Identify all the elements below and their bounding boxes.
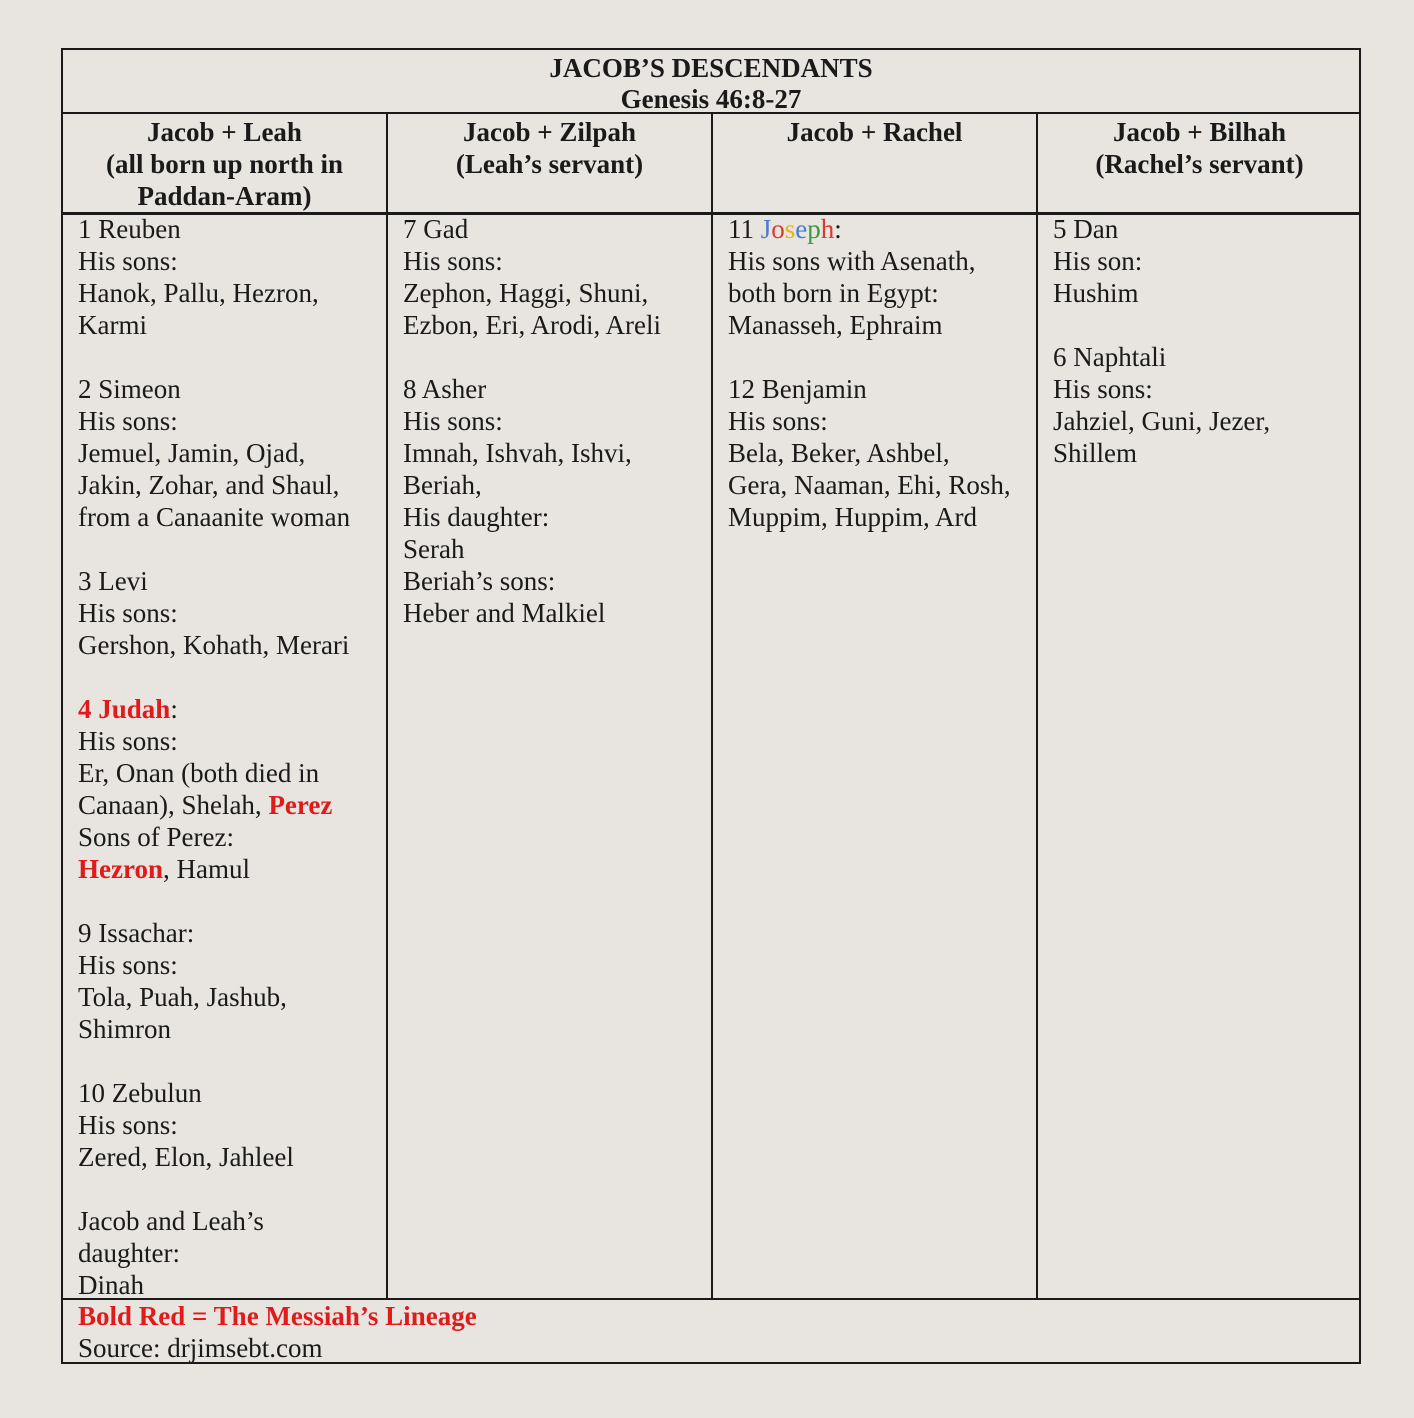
entry-line: Sons of Perez: (78, 822, 234, 852)
entry-line: Jemuel, Jamin, Ojad, (78, 438, 306, 468)
entry-line: Jahziel, Guni, Jezer, (1053, 406, 1271, 436)
entry-line: His sons with Asenath, (728, 246, 976, 276)
joseph-letter: p (807, 214, 821, 244)
header-line: Paddan-Aram) (137, 181, 312, 211)
entry-line: Gershon, Kohath, Merari (78, 630, 350, 660)
entry-line: His son: (1053, 246, 1143, 276)
entry-line: Beriah’s sons: (403, 566, 556, 596)
entry-reuben (78, 213, 386, 341)
entry-dinah (78, 1205, 386, 1301)
entry-line: Bela, Beker, Ashbel, (728, 438, 950, 468)
entry-line: His sons: (403, 406, 503, 436)
entry-line: 3 Levi (78, 566, 148, 596)
joseph-letter: e (795, 214, 808, 244)
joseph-name (761, 214, 842, 244)
entry-line: 5 Dan (1053, 214, 1119, 244)
entry-line: Ezbon, Eri, Arodi, Areli (403, 310, 661, 340)
entry-dan (1053, 213, 1361, 309)
title-reference: Genesis 46:8-27 (620, 84, 802, 114)
entry-line: Gera, Naaman, Ehi, Rosh, (728, 470, 1011, 500)
judah-colon: : (170, 694, 178, 724)
entry-line: His sons: (78, 406, 178, 436)
entry-line: Zephon, Haggi, Shuni, (403, 278, 649, 308)
entry-line: 1 Reuben (78, 214, 181, 244)
joseph-letter: o (771, 214, 785, 244)
entry-gad (403, 213, 711, 341)
judah-sons-text: Canaan), Shelah, (78, 790, 262, 820)
table-body (63, 212, 1359, 1300)
entry-line: 7 Gad (403, 214, 469, 244)
column-rachel (711, 212, 1036, 1298)
entry-levi (78, 565, 386, 661)
entry-issachar (78, 917, 386, 1045)
entry-line: His sons: (78, 950, 178, 980)
entry-line (728, 213, 1036, 245)
header-bilhah (1036, 114, 1361, 212)
entry-line: Heber and Malkiel (403, 598, 606, 628)
entry-line: Jakin, Zohar, and Shaul, (78, 470, 340, 500)
entry-line: Beriah, (403, 470, 482, 500)
column-headers (63, 114, 1359, 215)
entry-zebulun (78, 1077, 386, 1173)
entry-benjamin (728, 373, 1036, 533)
entry-line: Manasseh, Ephraim (728, 310, 943, 340)
entry-line (78, 853, 386, 885)
entry-line: Serah (403, 534, 465, 564)
entry-line: Shillem (1053, 438, 1138, 468)
entry-line: His sons: (78, 598, 178, 628)
header-line: Jacob + Zilpah (463, 117, 636, 147)
header-line: (all born up north in (105, 149, 344, 179)
column-leah (63, 212, 386, 1298)
header-line: Jacob + Leah (147, 117, 302, 147)
header-line: (Leah’s servant) (455, 149, 644, 179)
hamul-text: , Hamul (162, 854, 250, 884)
source-text: Source: drjimsebt.com (78, 1333, 323, 1363)
entry-line: Shimron (78, 1014, 172, 1044)
entry-line: from a Canaanite woman (78, 502, 351, 532)
table-footer (63, 1300, 1359, 1362)
descendants-table (61, 48, 1361, 1364)
entry-line: 9 Issachar: (78, 918, 195, 948)
entry-line: His sons: (78, 726, 178, 756)
hezron-name: Hezron (78, 854, 163, 884)
legend-text: Bold Red = The Messiah’s Lineage (78, 1301, 477, 1331)
header-rachel (711, 114, 1036, 212)
entry-line: 10 Zebulun (78, 1078, 202, 1108)
joseph-letter: h (820, 214, 835, 244)
entry-line: Zered, Elon, Jahleel (78, 1142, 294, 1172)
joseph-number: 11 (728, 214, 754, 244)
entry-naphtali (1053, 341, 1361, 469)
column-zilpah (386, 212, 711, 1298)
title-main: JACOB’S DESCENDANTS (549, 53, 873, 83)
entry-line: Jacob and Leah’s (78, 1206, 264, 1236)
entry-line: 12 Benjamin (728, 374, 867, 404)
column-bilhah (1036, 212, 1361, 1298)
judah-name: 4 Judah (78, 694, 171, 724)
entry-asher (403, 373, 711, 629)
entry-line: His sons: (78, 246, 178, 276)
joseph-colon: : (834, 214, 842, 244)
header-line: Jacob + Bilhah (1113, 117, 1286, 147)
entry-line (78, 789, 386, 821)
entry-line: Muppim, Huppim, Ard (728, 502, 978, 532)
entry-line: His sons: (728, 406, 828, 436)
entry-line: Karmi (78, 310, 147, 340)
joseph-letter: J (760, 214, 772, 244)
entry-line (78, 693, 386, 725)
entry-line: Hanok, Pallu, Hezron, (78, 278, 319, 308)
entry-line: Hushim (1053, 278, 1139, 308)
header-line: Jacob + Rachel (786, 117, 963, 147)
entry-line: Tola, Puah, Jashub, (78, 982, 287, 1012)
entry-line: 8 Asher (403, 374, 487, 404)
joseph-letter: s (784, 214, 796, 244)
header-zilpah (386, 114, 711, 212)
entry-line: Dinah (78, 1270, 144, 1300)
entry-joseph (728, 213, 1036, 341)
entry-line: daughter: (78, 1238, 180, 1268)
entry-simeon (78, 373, 386, 533)
entry-line: His daughter: (403, 502, 550, 532)
entry-line: His sons: (78, 1110, 178, 1140)
entry-line: 6 Naphtali (1053, 342, 1167, 372)
entry-line: Imnah, Ishvah, Ishvi, (403, 438, 632, 468)
entry-judah (78, 693, 386, 885)
table-title (63, 50, 1359, 114)
perez-name: Perez (268, 790, 333, 820)
entry-line: His sons: (1053, 374, 1153, 404)
header-line: (Rachel’s servant) (1095, 149, 1304, 179)
entry-line: 2 Simeon (78, 374, 181, 404)
entry-line: both born in Egypt: (728, 278, 939, 308)
header-leah (63, 114, 386, 212)
entry-line: Er, Onan (both died in (78, 758, 320, 788)
entry-line: His sons: (403, 246, 503, 276)
